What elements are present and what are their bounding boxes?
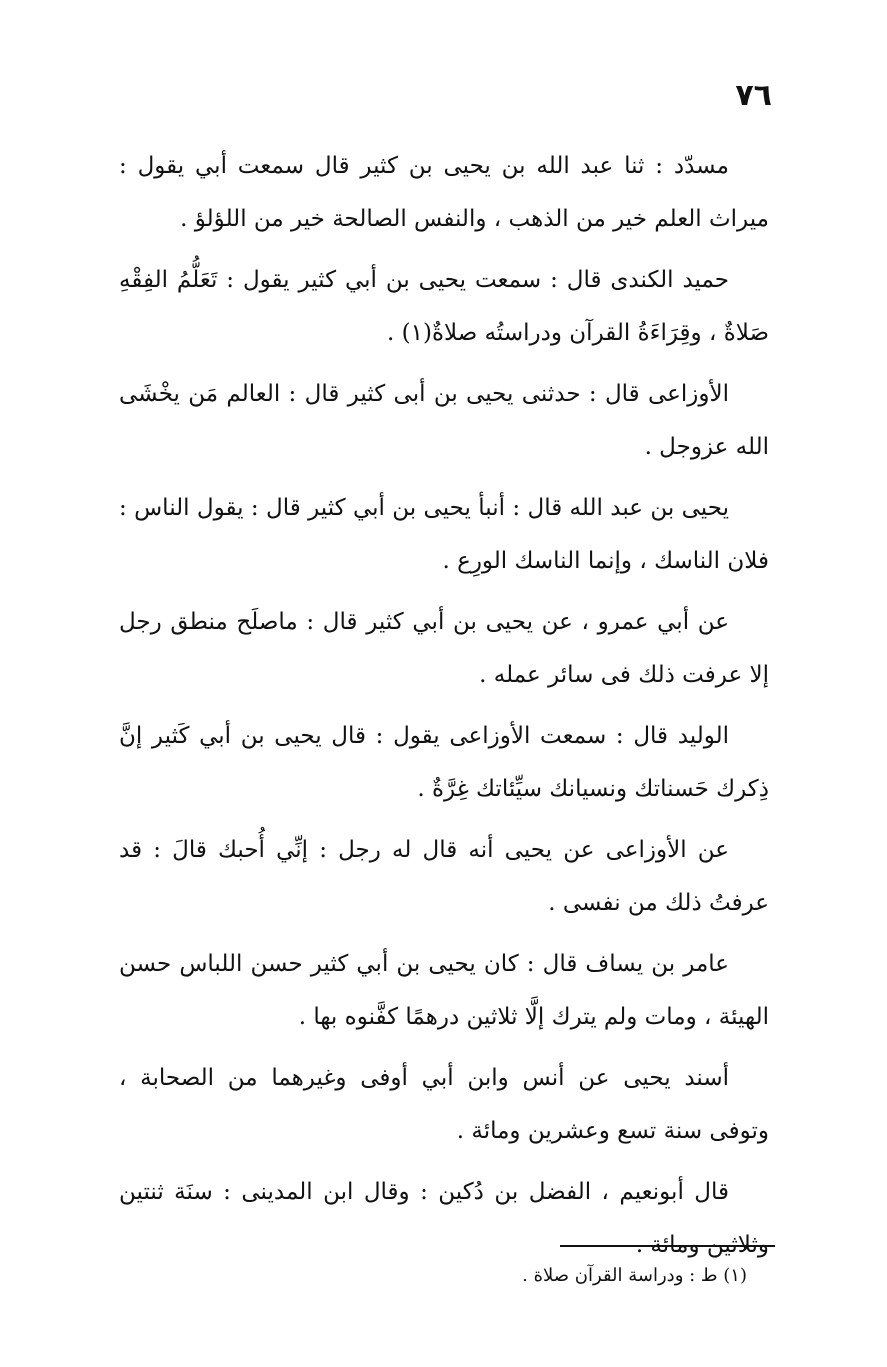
paragraph-9: أسند يحيى عن أنس وابن أبي أوفى وغيرهما من الصحابة ، وتوفى سنة تسع وعشرين ومائة .	[119, 1065, 769, 1144]
body-text	[119, 140, 769, 1280]
paragraph-4: يحيى بن عبد الله قال : أنبأ يحيى بن أبي كثير قال : يقول الناس : فلان الناسك ، وإنما الناسك الورِع .	[119, 495, 769, 574]
footnote: (١) ط : ودراسة القرآن صلاة .	[522, 1265, 747, 1286]
paragraph-3: الأوزاعى قال : حدثنى يحيى بن أبى كثير قال : العالم مَن يخْشَى الله عزوجل .	[119, 381, 769, 460]
page-number: ٧٦	[735, 78, 772, 113]
paragraph-5: عن أبي عمرو ، عن يحيى بن أبي كثير قال : ماصلَح منطق رجل إلا عرفت ذلك فى سائر عمله .	[119, 609, 769, 688]
paragraph-1: مسدّد : ثنا عبد الله بن يحيى بن كثير قال سمعت أبي يقول : ميراث العلم خير من الذهب ، والنفس الصالحة خير من اللؤلؤ .	[119, 153, 769, 232]
paragraph-8: عامر بن يساف قال : كان يحيى بن أبي كثير حسن اللباس حسن الهيئة ، ومات ولم يترك إلَّا ثلاثين درهمًا كفَّنوه بها .	[119, 951, 769, 1030]
paragraph-6: الوليد قال : سمعت الأوزاعى يقول : قال يحيى بن أبي كَثير إنَّ ذِكرك حَسناتك ونسيانك سيِّئاتك غِرَّةٌ .	[119, 723, 769, 802]
footnote-separator	[560, 1245, 775, 1247]
paragraph-2: حميد الكندى قال : سمعت يحيى بن أبي كثير يقول : تَعَلُّمُ الفِقْهِ صَلاةٌ ، وقِرَاءَةُ القرآن ودراستُه صلاةٌ(١) .	[119, 267, 769, 346]
paragraph-10: قال أبونعيم ، الفضل بن دُكين : وقال ابن المدينى : سنَة ثنتين وثلاثين ومائة .	[119, 1179, 769, 1258]
paragraph-7: عن الأوزاعى عن يحيى أنه قال له رجل : إنِّي أُحبك قالَ : قد عرفتُ ذلك من نفسى .	[119, 837, 769, 916]
